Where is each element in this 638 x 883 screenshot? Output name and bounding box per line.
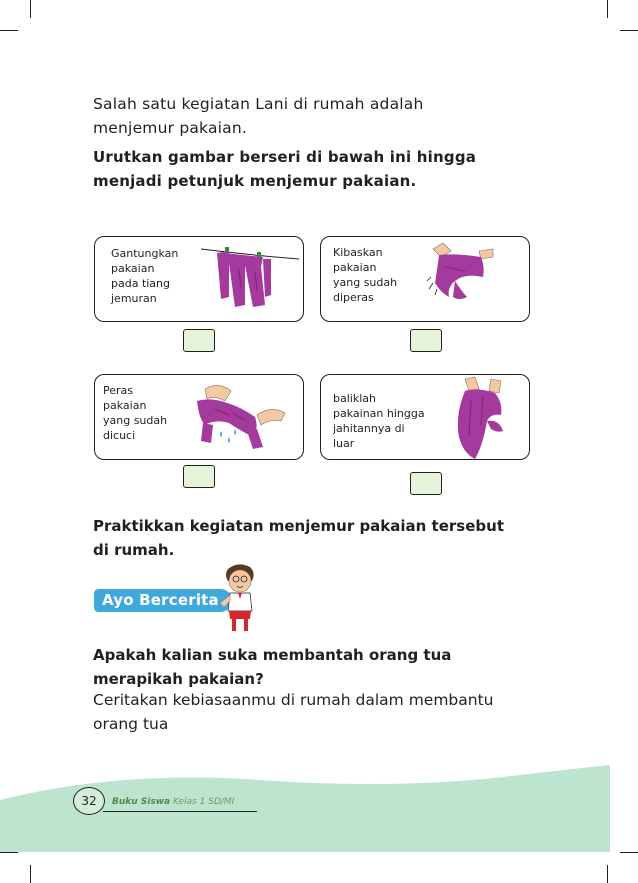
- intro-line: Salah satu kegiatan Lani di rumah adalah: [93, 95, 424, 113]
- tell-line: orang tua: [93, 715, 169, 733]
- tell-line: Ceritakan kebiasaanmu di rumah dalam membantu: [93, 691, 494, 709]
- question-line: merapikah pakaian?: [93, 670, 264, 688]
- footer-book-title: Buku Siswa: [112, 797, 171, 807]
- card-line: jahitannya di: [333, 422, 405, 435]
- card-line: diperas: [333, 291, 374, 304]
- card-line: Peras: [103, 384, 134, 397]
- card-line: pada tiang: [111, 277, 171, 290]
- card-line: baliklah: [333, 392, 376, 405]
- intro-line: menjemur pakaian.: [93, 119, 248, 137]
- footer-book-info: [112, 797, 234, 807]
- card-line: Kibaskan: [333, 246, 383, 259]
- instruction-line: menjadi petunjuk menjemur pakaian.: [93, 172, 417, 190]
- card-line: pakainan hingga: [333, 407, 425, 420]
- card-line: jemuran: [111, 292, 157, 305]
- card-line: pakaian: [103, 399, 147, 412]
- question-line: Apakah kalian suka membantah orang tua: [93, 646, 452, 664]
- card-line: luar: [333, 437, 355, 450]
- banner-label: Ayo Bercerita: [102, 591, 219, 609]
- card-line: dicuci: [103, 429, 136, 442]
- card-line: pakaian: [111, 262, 155, 275]
- footer-underline: [103, 811, 257, 812]
- card-line: yang sudah: [103, 414, 168, 427]
- practice-line: di rumah.: [93, 541, 175, 559]
- card-line: yang sudah: [333, 276, 398, 289]
- footer-grade: Kelas 1 SD/MI: [170, 797, 235, 807]
- card-line: Gantungkan: [111, 247, 179, 260]
- practice-line: Praktikkan kegiatan menjemur pakaian tersebut: [93, 517, 504, 535]
- page-number: 32: [73, 787, 105, 815]
- instruction-line: Urutkan gambar berseri di bawah ini hingga: [93, 148, 477, 166]
- card-line: pakaian: [333, 261, 377, 274]
